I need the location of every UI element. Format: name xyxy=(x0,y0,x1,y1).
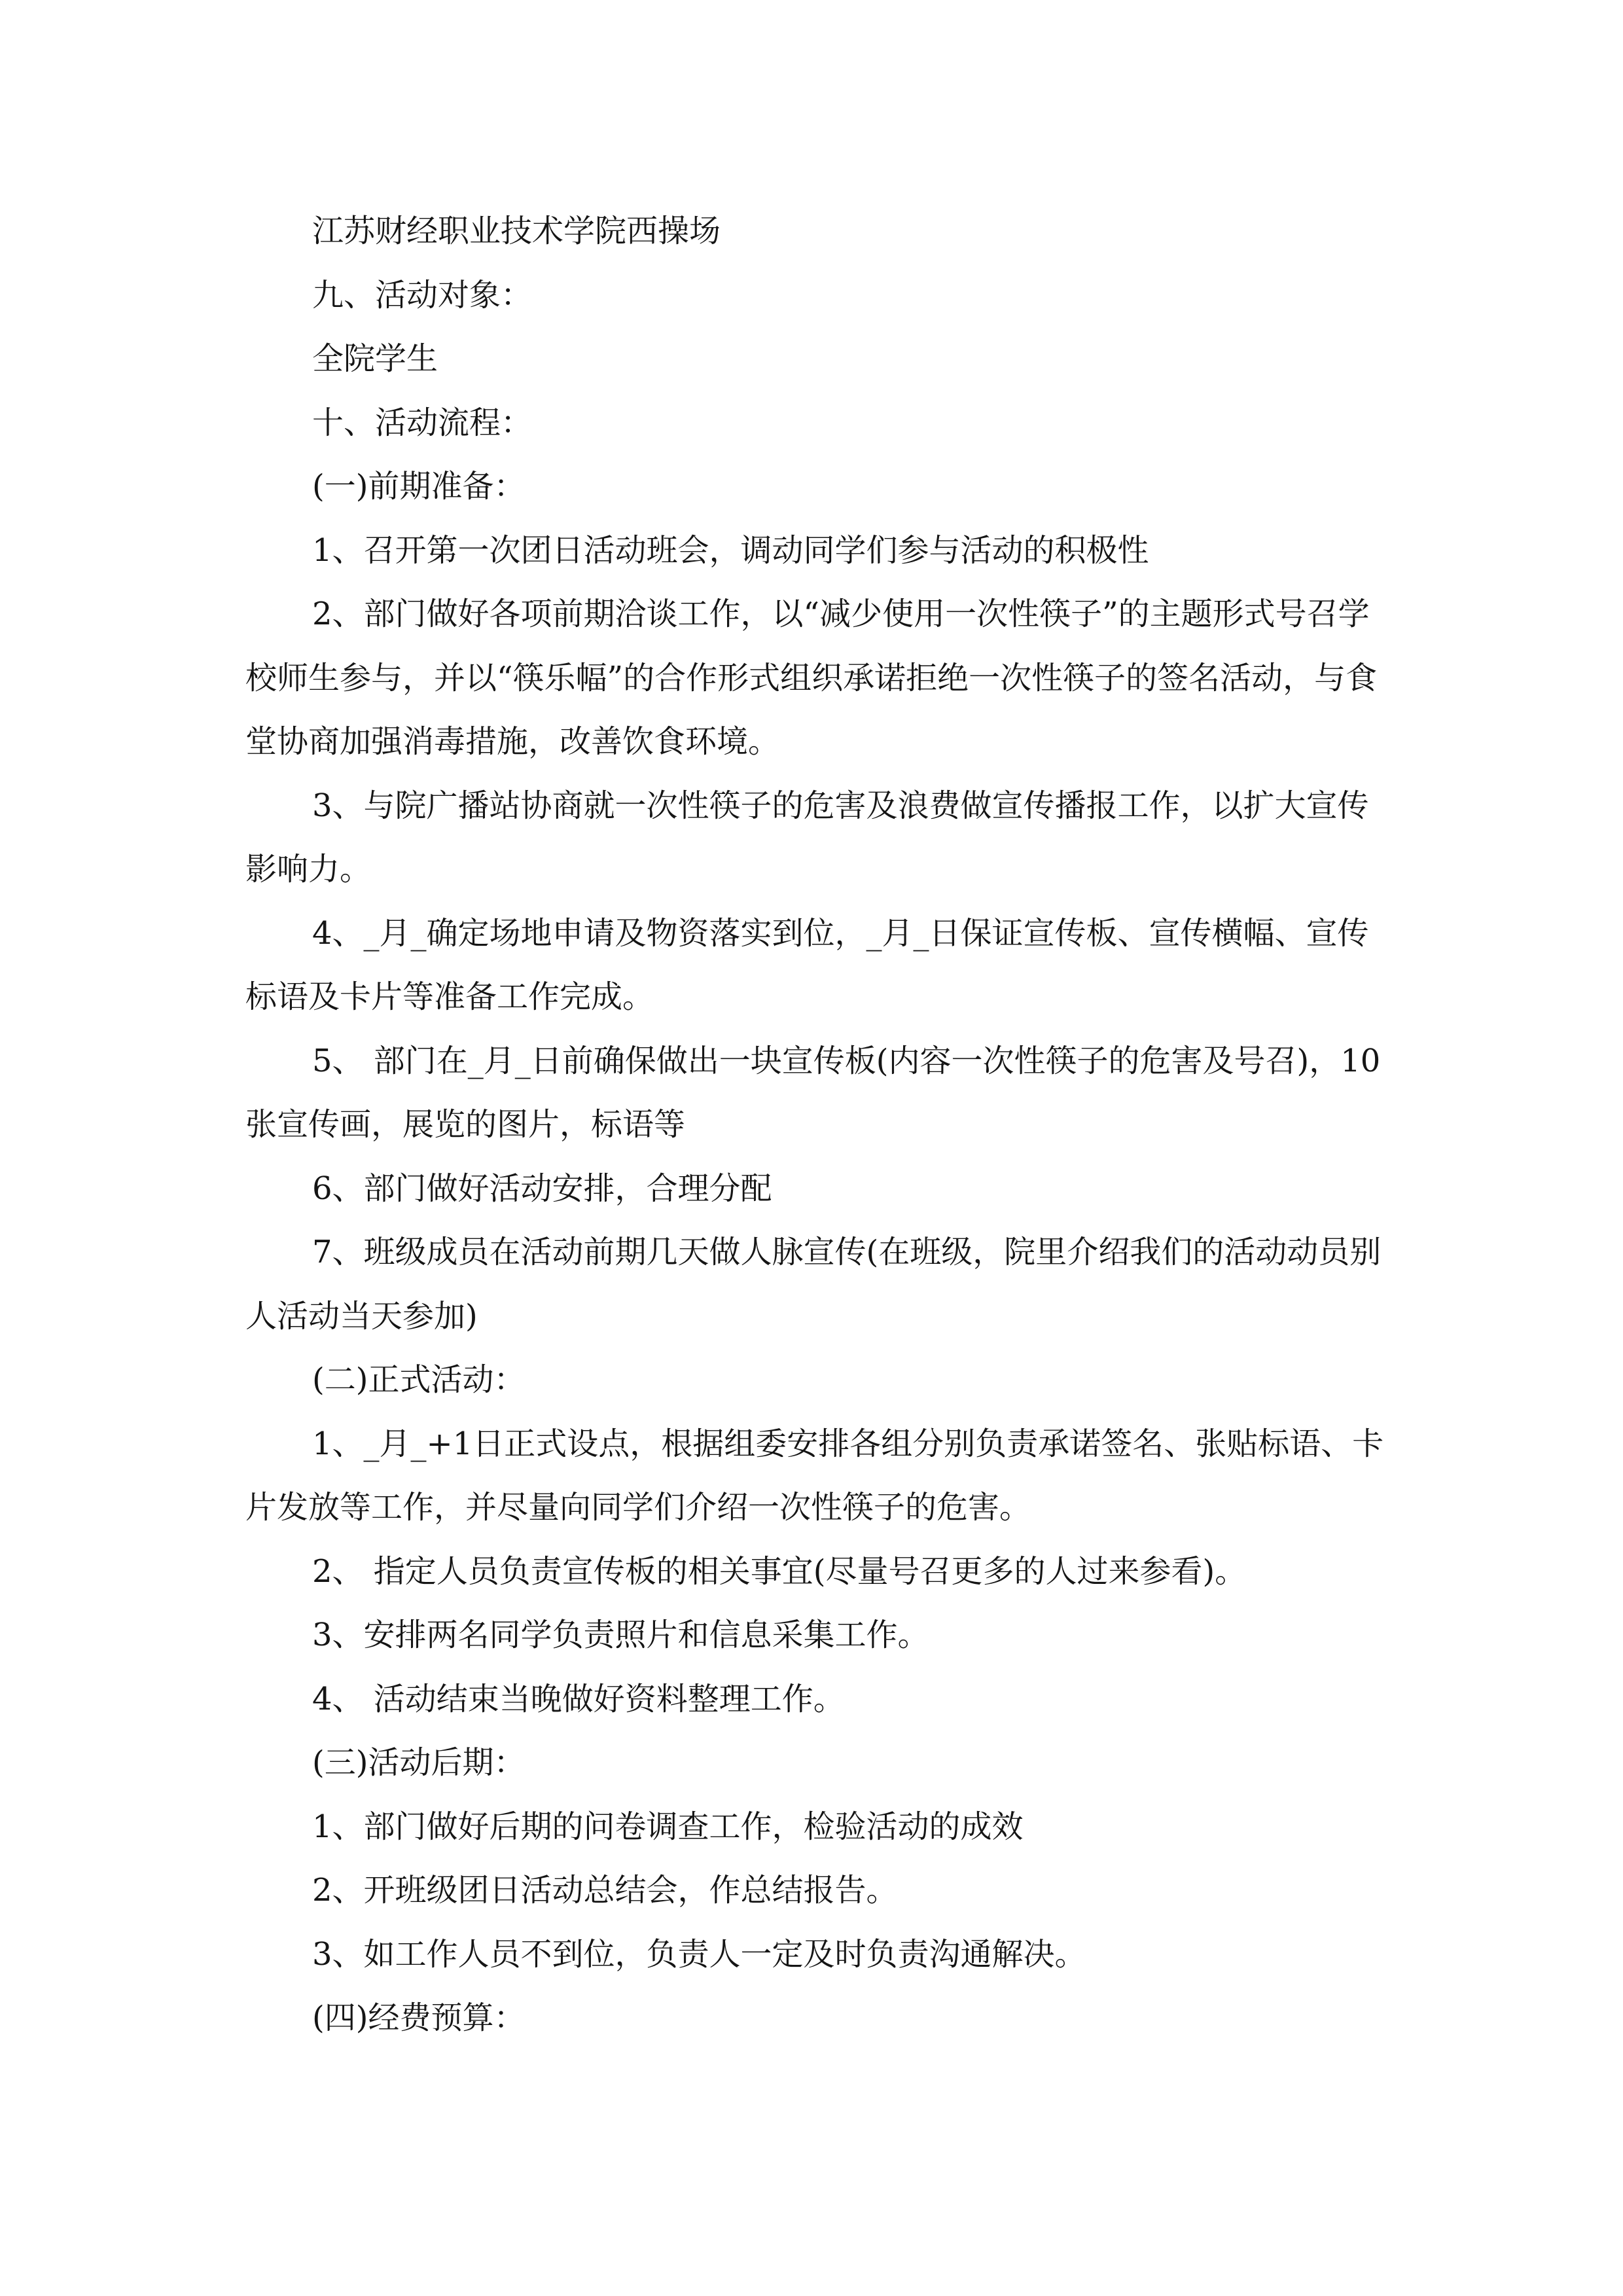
target-audience-line: 全院学生 xyxy=(312,340,438,377)
preparation-item: 6、部门做好活动安排，合理分配 xyxy=(312,1170,772,1207)
preparation-item: 1、召开第一次团日活动班会，调动同学们参与活动的积极性 xyxy=(312,531,1149,569)
subheading-formal-activity: (二)正式活动： xyxy=(312,1361,526,1398)
preparation-item: 7、班级成员在活动前期几天做人脉宣传(在班级，院里介绍我们的活动动员别人活动当天参加) xyxy=(245,1234,1382,1335)
subheading-budget: (四)经费预算： xyxy=(312,2000,526,2036)
formal-activity-item: 1、_月_+1日正式设点，根据组委安排各组分别负责承诺签名、张贴标语、卡片发放等工作，并尽量向同学们介绍一次性筷子的危害。 xyxy=(245,1425,1384,1526)
preparation-item: 4、_月_确定场地申请及物资落实到位，_月_日保证宣传板、宣传横幅、宣传标语及卡片等准备工作完成。 xyxy=(245,914,1369,1015)
post-activity-item: 1、部门做好后期的问卷调查工作，检验活动的成效 xyxy=(312,1808,1024,1845)
post-activity-item: 2、开班级团日活动总结会，作总结报告。 xyxy=(312,1872,898,1909)
preparation-item: 2、部门做好各项前期洽谈工作，以“减少使用一次性筷子”的主题形式号召学校师生参与，并以“筷乐幅”的合作形式组织承诺拒绝一次性筷子的签名活动，与食堂协商加强消毒措施，改善饮食环境。 xyxy=(245,596,1378,760)
formal-activity-item: 3、安排两名同学负责照片和信息采集工作。 xyxy=(312,1617,929,1653)
venue-line: 江苏财经职业技术学院西操场 xyxy=(312,213,721,249)
preparation-item: 5、 部门在_月_日前确保做出一块宣传板(内容一次性筷子的危害及号召)，10张宣传画，展览的图片，标语等 xyxy=(245,1042,1381,1143)
formal-activity-item: 4、 活动结束当晚做好资料整理工作。 xyxy=(312,1680,845,1717)
formal-activity-item: 2、 指定人员负责宣传板的相关事宜(尽量号召更多的人过来参看)。 xyxy=(312,1552,1247,1590)
post-activity-item: 3、如工作人员不到位，负责人一定及时负责沟通解决。 xyxy=(312,1935,1086,1973)
preparation-item: 3、与院广播站协商就一次性筷子的危害及浪费做宣传播报工作，以扩大宣传影响力。 xyxy=(245,787,1369,888)
section-heading-target-audience: 九、活动对象： xyxy=(312,276,533,314)
document-body xyxy=(245,200,1397,2051)
subheading-post-activity: (三)活动后期： xyxy=(312,1744,526,1781)
section-heading-activity-process: 十、活动流程： xyxy=(312,404,533,441)
subheading-preparation: (一)前期准备： xyxy=(312,468,526,505)
